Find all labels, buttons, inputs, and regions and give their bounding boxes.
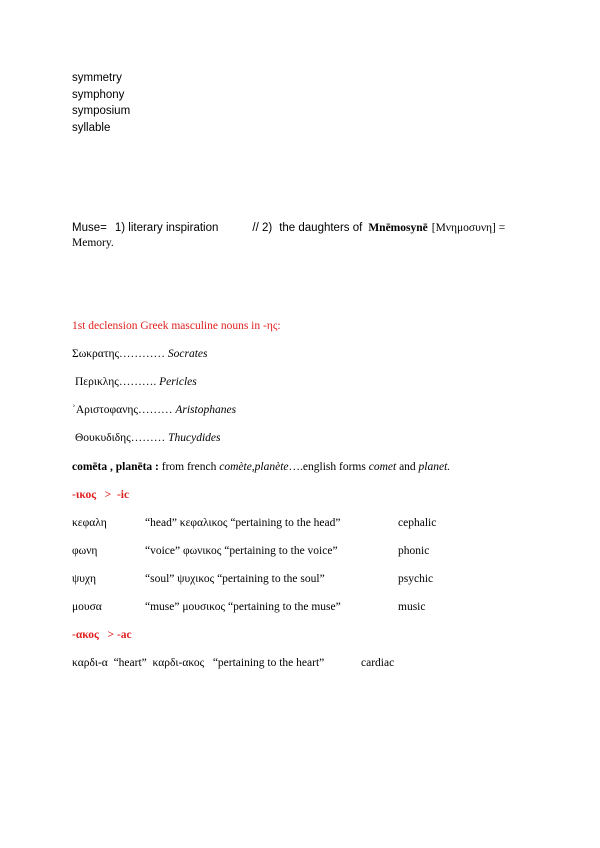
cometa-text: and [399, 461, 416, 473]
latin-name: Aristophanes [175, 404, 237, 416]
english-word: cephalic [398, 517, 437, 529]
greek-name: Σωκρατης [72, 348, 120, 360]
muse-definition [72, 219, 505, 236]
french-forms: comète,planète [219, 461, 289, 473]
english-word: phonic [398, 545, 430, 557]
gloss: “soul” ψυχικος “pertaining to the soul” [145, 573, 325, 585]
latin-name: Pericles [159, 376, 197, 388]
cometa-text: ….english forms [288, 461, 366, 473]
section-heading: 1st declension Greek masculine nouns in -ης: [72, 320, 281, 332]
muse-separator: // 2) [252, 222, 273, 234]
english-word: cardiac [361, 657, 395, 669]
word-item: symposium [72, 105, 131, 117]
greek-word: κεφαλη [72, 517, 107, 529]
suffix-ac-heading: -ακος > -ac [72, 629, 132, 641]
mnemosyne-name: Mnēmosynē [368, 222, 428, 234]
word-item: symmetry [72, 72, 122, 84]
cometa-bold: comēta , planēta : [72, 461, 159, 473]
greek-word: μουσα [72, 601, 102, 613]
dots: ……… [137, 404, 173, 416]
english-form: planet. [418, 461, 451, 473]
mnemosyne-greek: [Μνημοσυνη] = [431, 222, 506, 234]
muse-def1: 1) literary inspiration [114, 222, 219, 234]
greek-word: φωνη [72, 545, 98, 557]
cometa-line [72, 461, 450, 473]
muse-def2: the daughters of [279, 222, 363, 234]
name-row [72, 404, 236, 416]
dots: ……… [130, 432, 166, 444]
word-list [72, 70, 130, 136]
gloss: “head” κεφαλικος “pertaining to the head” [145, 517, 341, 529]
english-word: psychic [398, 573, 434, 585]
greek-name: ʾΑριστοφανης [72, 404, 138, 416]
dots: ………… [119, 348, 166, 360]
name-row [72, 348, 208, 360]
cardiac-row: καρδι-α “heart” καρδι-ακος “pertaining to the heart” [72, 657, 325, 669]
muse-lead: Muse= [72, 222, 107, 234]
name-row [75, 376, 197, 388]
word-item: syllable [72, 121, 111, 134]
word-item: symphony [72, 88, 125, 101]
muse-meaning: Memory. [72, 237, 114, 249]
suffix-ic-heading: -ικος > -ic [72, 489, 130, 501]
name-row [75, 432, 221, 444]
gloss: “voice” φωνικος “pertaining to the voice” [145, 545, 338, 557]
greek-name: Θουκυδιδης [75, 432, 131, 444]
cometa-text: from french [161, 461, 217, 473]
greek-name: Περικλης [75, 376, 119, 388]
dots: ………. [118, 376, 157, 388]
english-form: comet [368, 461, 397, 473]
latin-name: Thucydides [168, 432, 221, 444]
gloss: “muse” μουσικος “pertaining to the muse” [145, 601, 341, 613]
greek-word: ψυχη [72, 573, 97, 585]
latin-name: Socrates [167, 348, 208, 360]
english-word: music [398, 601, 426, 613]
